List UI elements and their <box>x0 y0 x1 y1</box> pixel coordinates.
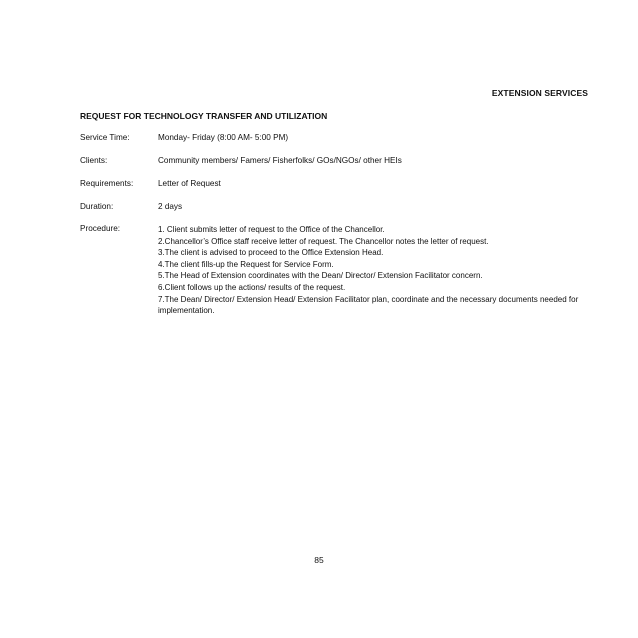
duration-value: 2 days <box>158 202 183 211</box>
procedure-step: 7.The Dean/ Director/ Extension Head/ Extension Facilitator plan, coordinate and the necessary documents needed for implementation. <box>158 294 579 316</box>
requirements-value: Letter of Request <box>158 179 221 188</box>
procedure-step: 4.The client fills-up the Request for Service Form. <box>158 259 334 269</box>
clients-value: Community members/ Famers/ Fisherfolks/ GOs/NGOs/ other HEIs <box>158 156 402 165</box>
procedure-step: 5.The Head of Extension coordinates with the Dean/ Director/ Extension Facilitator concern. <box>158 271 483 281</box>
requirements-label: Requirements: <box>80 179 134 188</box>
procedure-step: 2.Chancellor’s Office staff receive letter of request. The Chancellor notes the letter of request. <box>158 236 489 246</box>
page-number: 85 <box>314 555 324 565</box>
duration-label: Duration: <box>80 202 114 211</box>
service-time-label: Service Time: <box>80 133 130 142</box>
procedure-steps <box>158 224 598 317</box>
procedure-label: Procedure: <box>80 224 121 233</box>
procedure-step: 1. Client submits letter of request to the Office of the Chancellor. <box>158 225 385 234</box>
section-header: EXTENSION SERVICES <box>491 88 588 98</box>
clients-label: Clients: <box>80 156 108 165</box>
procedure-step: 3.The client is advised to proceed to the Office Extension Head. <box>158 248 384 258</box>
document-title: REQUEST FOR TECHNOLOGY TRANSFER AND UTILIZATION <box>80 111 328 121</box>
procedure-step: 6.Client follows up the actions/ results of the request. <box>158 282 346 292</box>
service-time-value: Monday- Friday (8:00 AM- 5:00 PM) <box>158 133 289 142</box>
